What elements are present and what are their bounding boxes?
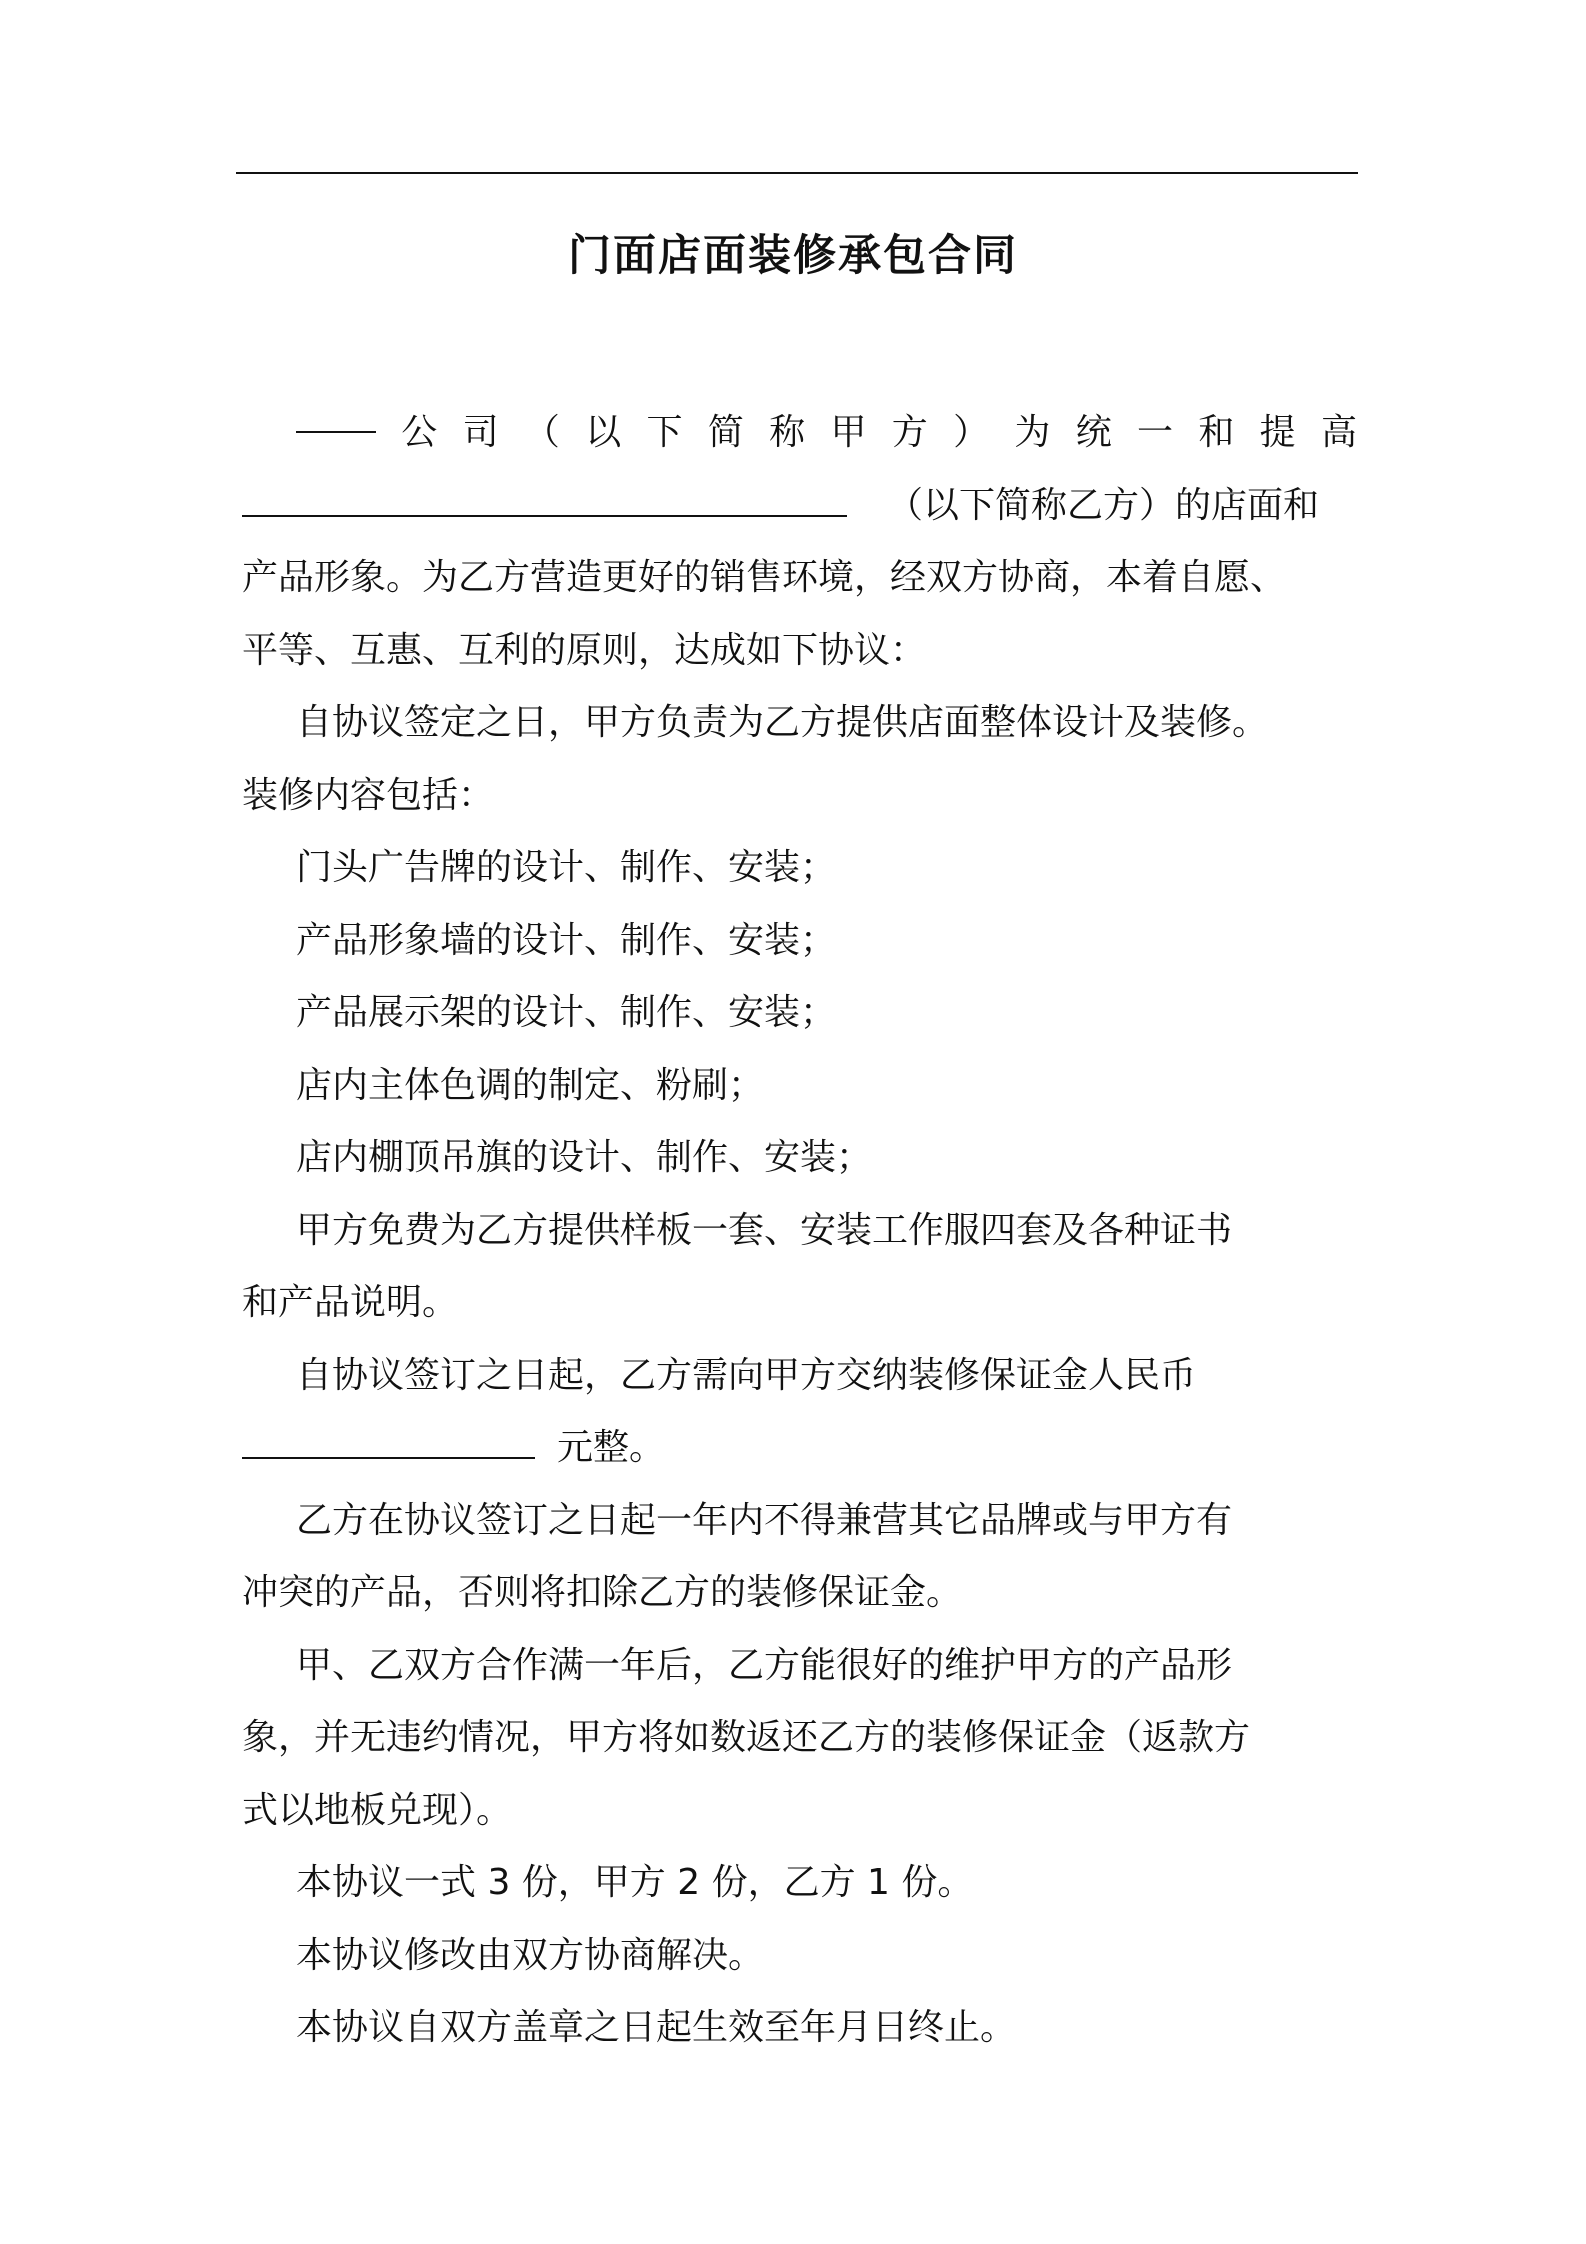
intro-char: 方 — [891, 412, 928, 453]
intro-line-2-text: （以下简称乙方）的店面和 — [887, 484, 1320, 526]
intro-char: 以 — [585, 412, 622, 453]
intro-line-3: 产品形象。为乙方营造更好的销售环境，经双方协商，本着自愿、 — [242, 557, 1287, 598]
intro-char: 统 — [1075, 412, 1112, 453]
effective-clause: 本协议自双方盖章之日起生效至年月日终止。 — [296, 2007, 1017, 2048]
intro-char: 称 — [769, 412, 806, 453]
intro-char: 简 — [707, 412, 744, 453]
intro-char: 司 — [462, 412, 499, 453]
deposit-clause-line-1: 自协议签订之日起，乙方需向甲方交纳装修保证金人民币 — [296, 1354, 1197, 1396]
list-item: 门头广告牌的设计、制作、安装； — [296, 847, 837, 888]
free-clause-line-1: 甲方免费为乙方提供样板一套、安装工作服四套及各种证书 — [296, 1209, 1233, 1251]
amend-clause: 本协议修改由双方协商解决。 — [296, 1934, 765, 1976]
intro-char: （ — [523, 412, 560, 453]
refund-clause-line-3: 式以地板兑现）。 — [242, 1789, 513, 1831]
deposit-clause-line-2 — [242, 1412, 1357, 1485]
copies-clause: 本协议一式 3 份，甲方 2 份，乙方 1 份。 — [296, 1862, 974, 1903]
design-clause-line-1: 自协议签定之日，甲方负责为乙方提供店面整体设计及装修。 — [296, 702, 1269, 743]
intro-line-2 — [242, 470, 1357, 543]
refund-clause-line-1: 甲、乙双方合作满一年后，乙方能很好的维护甲方的产品形 — [296, 1644, 1233, 1686]
design-clause-line-2: 装修内容包括： — [242, 774, 495, 816]
intro-char: 下 — [646, 412, 683, 453]
list-item: 产品形象墙的设计、制作、安装； — [296, 919, 837, 961]
deposit-unit-text: 元整。 — [557, 1427, 666, 1468]
list-item: 店内棚顶吊旗的设计、制作、安装； — [296, 1137, 873, 1178]
intro-char: ） — [953, 412, 990, 453]
noncompete-clause-line-2: 冲突的产品，否则将扣除乙方的装修保证金。 — [242, 1572, 963, 1613]
document-title: 门面店面装修承包合同 — [568, 231, 1018, 281]
intro-char: 公 — [401, 412, 438, 453]
header-rule — [236, 172, 1358, 174]
intro-char: 和 — [1198, 412, 1235, 453]
intro-char: 高 — [1320, 412, 1357, 453]
intro-char: 为 — [1014, 412, 1051, 453]
intro-char: 甲 — [830, 412, 867, 453]
party-b-name-blank[interactable] — [242, 481, 847, 517]
free-clause-line-2: 和产品说明。 — [242, 1282, 459, 1323]
intro-char: 一 — [1137, 412, 1174, 453]
deposit-amount-blank[interactable] — [242, 1423, 535, 1459]
intro-line-1 — [242, 397, 1357, 470]
intro-char: 提 — [1259, 412, 1296, 453]
contract-body — [242, 397, 1357, 2065]
list-item: 店内主体色调的制定、粉刷； — [296, 1064, 765, 1106]
noncompete-clause-line-1: 乙方在协议签订之日起一年内不得兼营其它品牌或与甲方有 — [296, 1499, 1233, 1541]
company-name-blank[interactable] — [296, 397, 376, 433]
list-item: 产品展示架的设计、制作、安装； — [296, 992, 837, 1033]
refund-clause-line-2: 象，并无违约情况，甲方将如数返还乙方的装修保证金（返款方 — [242, 1717, 1251, 1758]
intro-line-4: 平等、互惠、互利的原则，达成如下协议： — [242, 629, 927, 671]
